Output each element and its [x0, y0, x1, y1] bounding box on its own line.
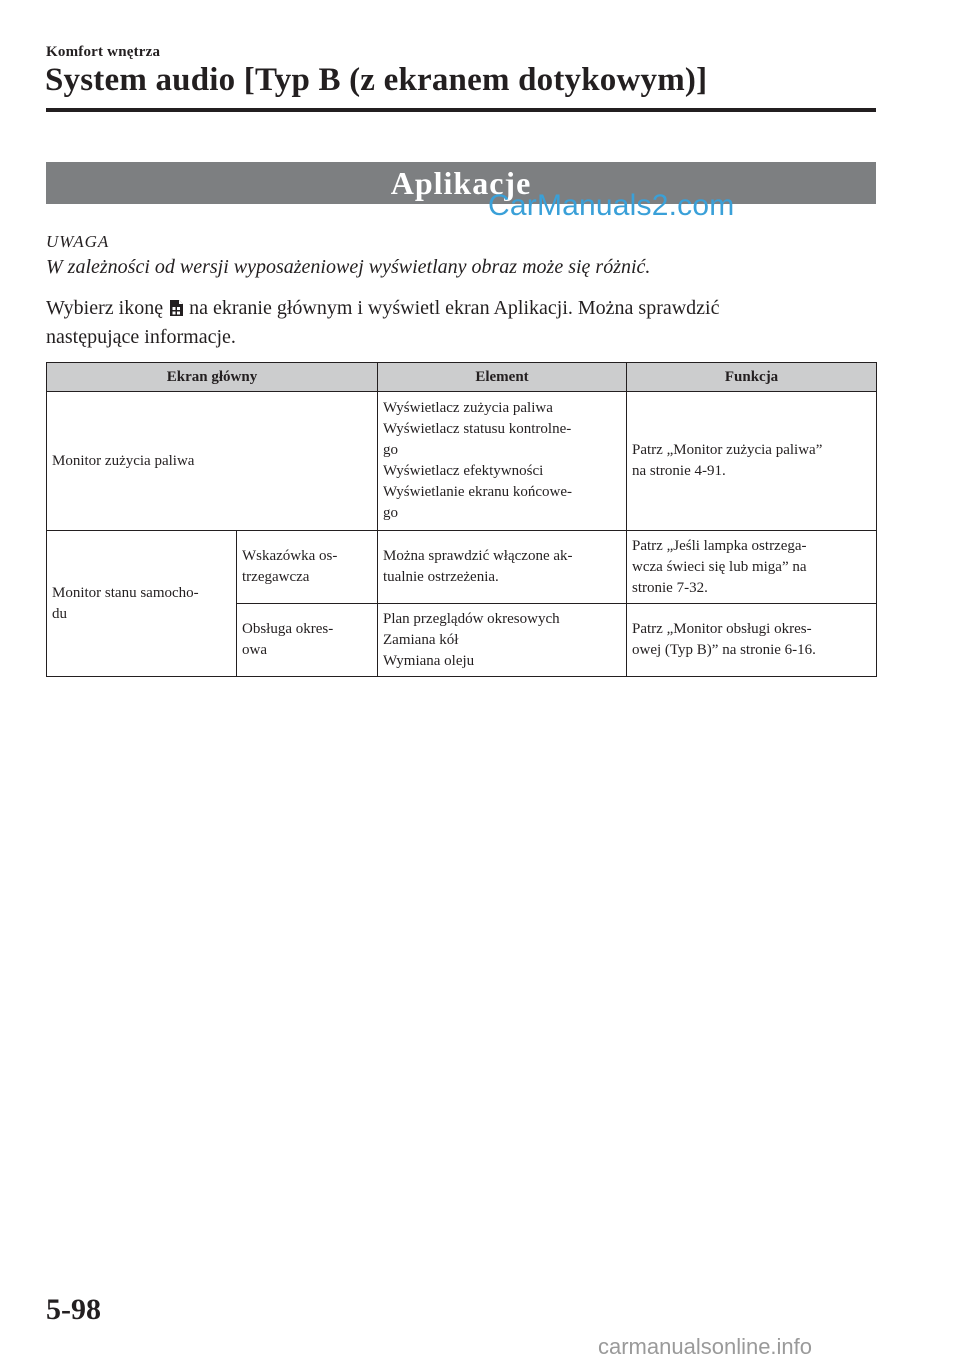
cell-line: tualnie ostrzeżenia. — [383, 569, 499, 585]
cell-line: go — [383, 505, 399, 521]
section-banner — [46, 162, 876, 204]
cell-line: wcza świeci się lub miga” na — [632, 558, 807, 575]
element-cell — [378, 604, 627, 677]
page-number: 5-98 — [46, 1293, 101, 1326]
cell-line: Patrz „Monitor obsługi okres- — [632, 621, 812, 637]
table-row — [47, 531, 877, 604]
cell-line: du — [52, 605, 67, 622]
cell-line: Wymiana oleju — [383, 652, 475, 669]
cell-line: Obsługa okres- — [242, 621, 334, 637]
cell-line: owej (Typ B)” na stronie 6-16. — [632, 642, 816, 658]
cell-line: Można sprawdzić włączone ak- — [383, 548, 573, 564]
section-kicker: Komfort wnętrza — [46, 44, 161, 60]
subitem-cell — [237, 531, 378, 604]
cell-line: Wyświetlacz statusu kontrolne- — [383, 421, 572, 437]
column-header: Ekran główny — [47, 363, 378, 392]
chapter-title: System audio [Typ B (z ekranem dotykowym)] — [45, 62, 708, 98]
cell-line: Patrz „Monitor zużycia paliwa” — [632, 442, 823, 458]
main-screen-cell — [47, 392, 378, 531]
footer-site-watermark: carmanualsonline.info — [598, 1334, 813, 1359]
section-banner-title: Aplikacje — [390, 165, 532, 201]
cell-line: Zamiana kół — [383, 631, 459, 648]
intro-paragraph — [46, 294, 846, 352]
cell-line: Monitor stanu samocho- — [52, 584, 199, 601]
cell-line: na stronie 4-91. — [632, 463, 726, 479]
main-screen-cell — [47, 531, 237, 677]
applications-icon — [168, 299, 184, 317]
title-rule — [46, 108, 876, 112]
column-header: Funkcja — [627, 363, 877, 392]
cell-line: Wyświetlacz zużycia paliwa — [383, 400, 553, 416]
watermark-text: CarManuals2.com — [488, 189, 735, 222]
cell-line: stronie 7-32. — [632, 579, 708, 596]
intro-text-line2: następujące informacje. — [46, 326, 236, 348]
cell-line: Patrz „Jeśli lampka ostrzega- — [632, 537, 807, 554]
cell-text: Monitor zużycia paliwa — [52, 452, 195, 469]
cell-line: Wyświetlanie ekranu końcowe- — [383, 484, 573, 500]
cell-line: Wskazówka os- — [242, 548, 338, 564]
element-cell — [378, 392, 627, 531]
subitem-cell — [237, 604, 378, 677]
cell-line: go — [383, 442, 399, 458]
table-header-row — [47, 363, 877, 392]
cell-line: trzegawcza — [242, 569, 310, 585]
note-text: W zależności od wersji wyposażeniowej wyświetlany obraz może się różnić. — [46, 256, 651, 278]
function-cell — [627, 392, 877, 531]
element-cell — [378, 531, 627, 604]
function-cell — [627, 604, 877, 677]
applications-table — [46, 362, 877, 677]
cell-line: Wyświetlacz efektywności — [383, 463, 544, 479]
note-label: UWAGA — [46, 232, 110, 251]
function-cell — [627, 531, 877, 604]
cell-line: Plan przeglądów okresowych — [383, 610, 560, 627]
cell-line: owa — [242, 642, 267, 658]
table-row — [47, 392, 877, 531]
column-header: Element — [378, 363, 627, 392]
intro-text-before-icon: Wybierz ikonę — [46, 297, 164, 319]
intro-text-after-icon: na ekranie głównym i wyświetl ekran Aplikacji. Można sprawdzić — [189, 297, 720, 319]
